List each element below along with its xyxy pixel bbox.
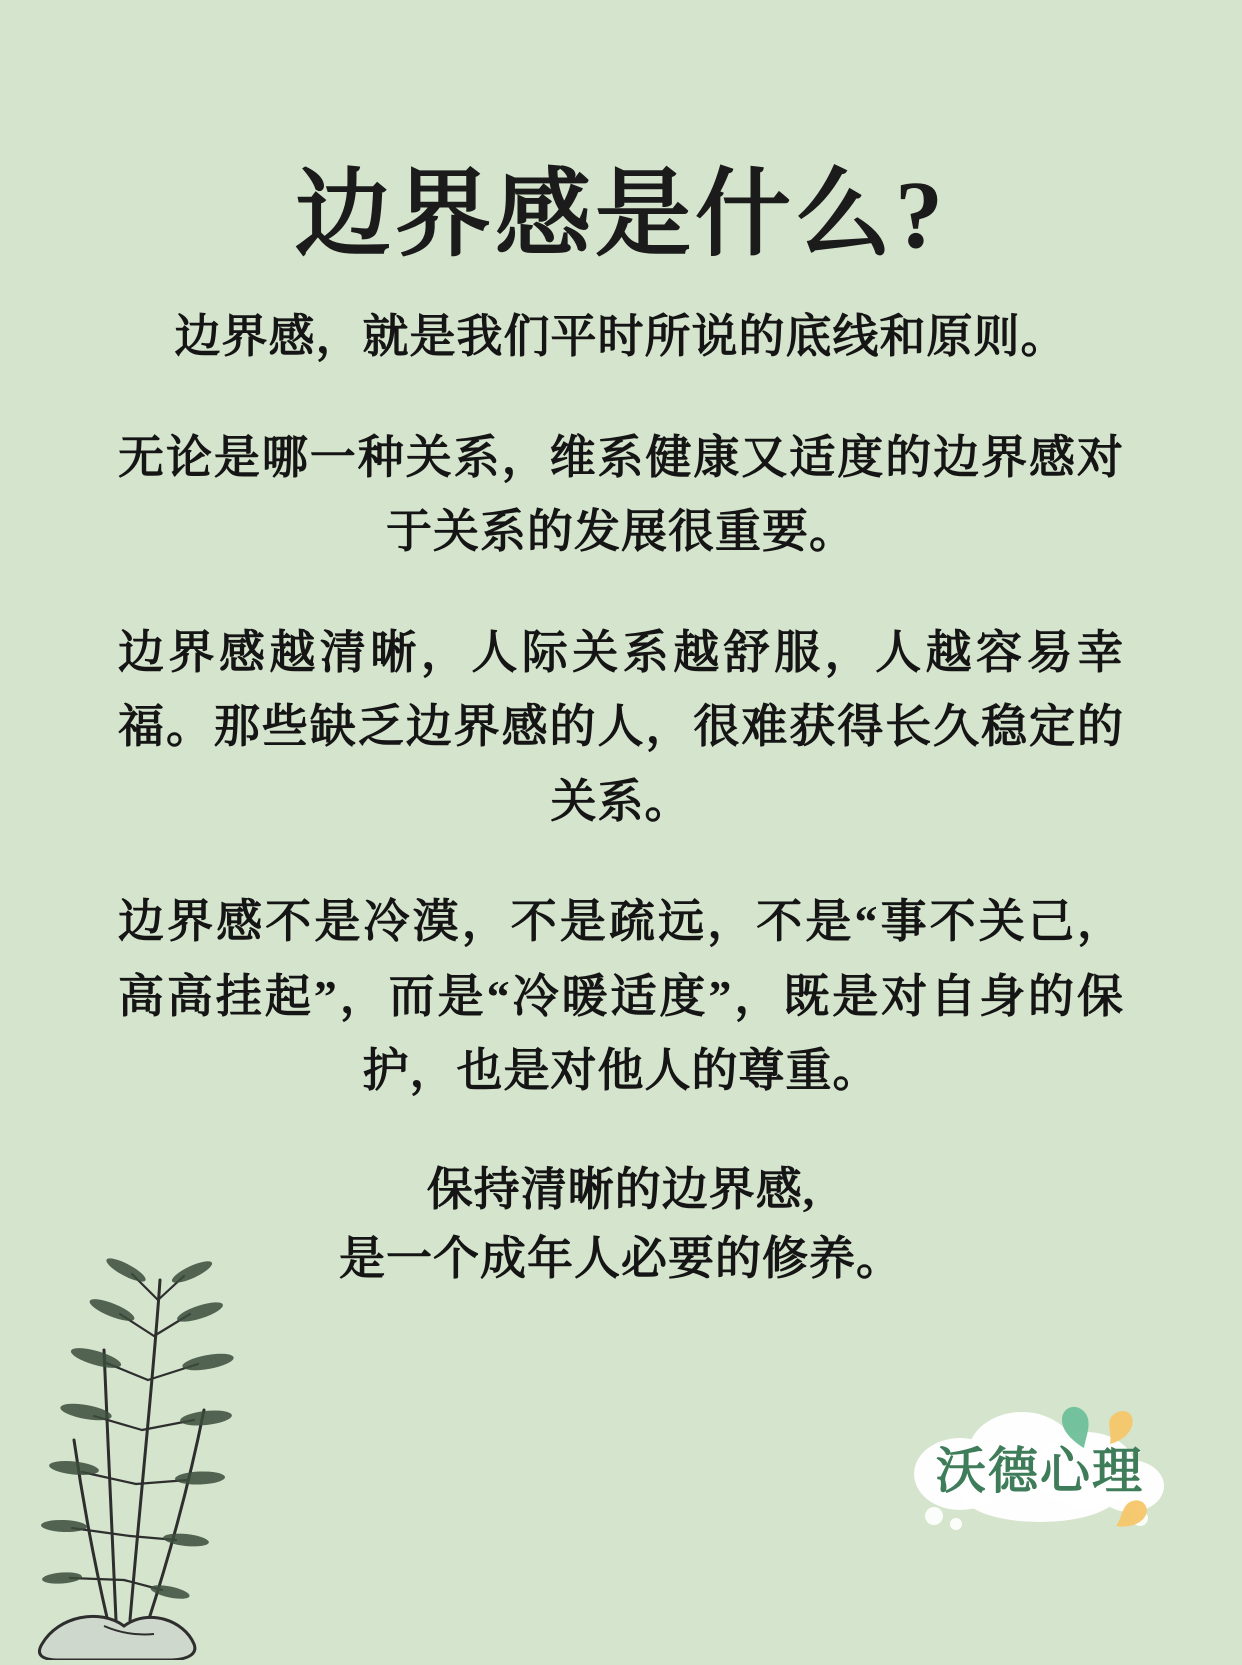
rock-illustration [39,1616,194,1660]
closing-line-1: 保持清晰的边界感, [426,1163,816,1215]
watermark-logo [890,1392,1190,1542]
page-title: 边界感是什么? [295,161,947,268]
paragraph-3: 边界感越清晰，人际关系越舒服，人越容易幸福。那些缺乏边界感的人，很难获得长久稳定的关系。 [118,626,1124,827]
paragraph-2: 无论是哪一种关系，维系健康又适度的边界感对于关系的发展很重要。 [118,431,1124,558]
bamboo-illustration [8,1240,308,1660]
paragraph-1: 边界感，就是我们平时所说的底线和原则。 [174,311,1068,362]
watermark-text: 沃德心理 [936,1443,1144,1499]
paragraph-4: 边界感不是冷漠，不是疏远，不是“事不关己，高高挂起”，而是“冷暖适度”，既是对自身的保护，也是对他人的尊重。 [118,896,1124,1097]
closing-line-2: 是一个成年人必要的修养。 [339,1232,903,1284]
body-content [118,300,1124,1339]
